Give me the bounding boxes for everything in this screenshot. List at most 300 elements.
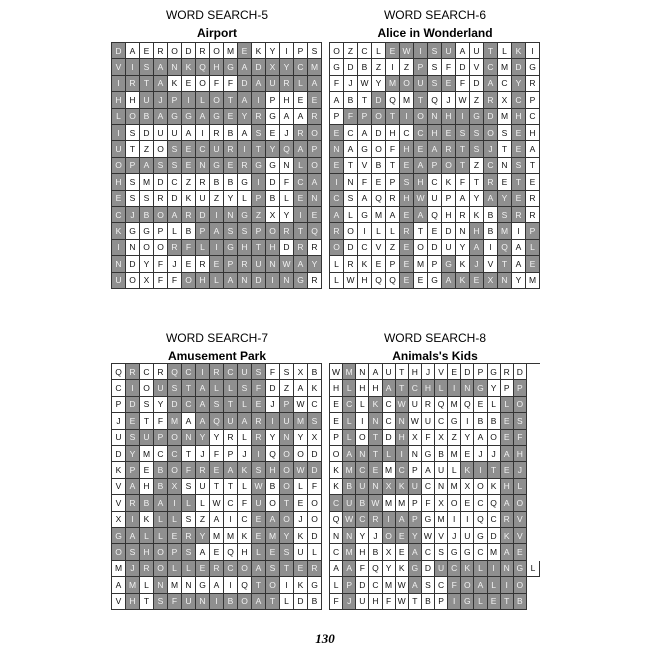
grid-letter: G — [514, 561, 527, 577]
grid-letter: P — [294, 43, 308, 59]
grid-letter: L — [501, 397, 514, 413]
grid-letter: R — [484, 92, 498, 108]
grid-letter: A — [126, 43, 140, 59]
grid-letter: F — [238, 495, 252, 511]
grid-letter: H — [414, 174, 428, 190]
grid-letter: A — [182, 125, 196, 141]
grid-letter: I — [526, 43, 540, 59]
grid-letter: L — [140, 528, 154, 544]
grid-letter: L — [448, 462, 461, 478]
grid-letter: E — [330, 413, 343, 429]
grid-letter: B — [154, 462, 168, 478]
grid-letter: X — [294, 364, 308, 380]
grid-letter: D — [308, 528, 322, 544]
grid-letter: P — [330, 109, 344, 125]
grid-letter: L — [182, 561, 196, 577]
grid-letter: C — [526, 109, 540, 125]
grid-letter: Z — [252, 207, 266, 223]
grid-letter: U — [409, 479, 422, 495]
grid-letter: A — [112, 577, 126, 593]
grid-letter: S — [210, 397, 224, 413]
grid-letter: N — [280, 430, 294, 446]
grid-letter: M — [498, 223, 512, 239]
grid-letter: K — [308, 380, 322, 396]
grid-letter: N — [330, 141, 344, 157]
grid-letter: T — [369, 430, 382, 446]
grid-letter: O — [461, 577, 474, 593]
grid-letter: D — [344, 240, 358, 256]
grid-letter: D — [168, 397, 182, 413]
grid-letter: M — [400, 92, 414, 108]
grid-letter: A — [140, 158, 154, 174]
grid-letter: R — [154, 43, 168, 59]
grid-letter: G — [168, 109, 182, 125]
grid-letter: O — [280, 512, 294, 528]
grid-letter: I — [126, 380, 140, 396]
grid-letter: S — [428, 59, 442, 75]
grid-letter: U — [154, 125, 168, 141]
grid-letter: O — [126, 273, 140, 289]
grid-letter: J — [126, 561, 140, 577]
grid-letter: Y — [456, 240, 470, 256]
grid-letter: E — [442, 76, 456, 92]
grid-letter: F — [224, 76, 238, 92]
grid-letter: J — [168, 256, 182, 272]
grid-letter: J — [442, 92, 456, 108]
grid-letter: Q — [461, 397, 474, 413]
grid-letter: E — [294, 191, 308, 207]
grid-letter: L — [140, 577, 154, 593]
grid-letter: U — [280, 413, 294, 429]
grid-letter: I — [400, 109, 414, 125]
grid-letter: L — [196, 92, 210, 108]
grid-letter: K — [112, 223, 126, 239]
grid-letter: V — [514, 512, 527, 528]
grid-letter: M — [386, 76, 400, 92]
grid-letter: C — [356, 462, 369, 478]
grid-letter: D — [514, 364, 527, 380]
grid-letter: G — [330, 59, 344, 75]
grid-letter: G — [448, 413, 461, 429]
grid-letter: O — [308, 512, 322, 528]
grid-letter: D — [140, 125, 154, 141]
grid-letter: S — [252, 462, 266, 478]
grid-letter: U — [112, 430, 126, 446]
grid-letter: E — [238, 43, 252, 59]
grid-letter: S — [140, 191, 154, 207]
grid-letter: D — [266, 380, 280, 396]
grid-letter: E — [224, 109, 238, 125]
grid-letter: S — [238, 380, 252, 396]
grid-letter: Q — [196, 59, 210, 75]
grid-letter: D — [484, 109, 498, 125]
grid-letter: O — [308, 495, 322, 511]
grid-letter: C — [168, 174, 182, 190]
grid-letter: P — [409, 495, 422, 511]
grid-letter: E — [488, 594, 501, 610]
grid-letter: U — [461, 528, 474, 544]
grid-letter: A — [126, 528, 140, 544]
grid-letter: H — [369, 594, 382, 610]
grid-letter: L — [383, 446, 396, 462]
grid-letter: H — [501, 479, 514, 495]
grid-letter: L — [168, 512, 182, 528]
grid-letter: Q — [488, 495, 501, 511]
grid-letter: I — [512, 223, 526, 239]
grid-letter: A — [456, 191, 470, 207]
grid-letter: I — [112, 76, 126, 92]
grid-letter: J — [470, 256, 484, 272]
grid-letter: U — [428, 191, 442, 207]
grid-letter: K — [442, 174, 456, 190]
grid-letter: A — [442, 273, 456, 289]
grid-letter: S — [126, 191, 140, 207]
grid-letter: H — [266, 240, 280, 256]
grid-letter: I — [210, 207, 224, 223]
grid-letter: E — [461, 446, 474, 462]
grid-letter: G — [448, 544, 461, 560]
grid-letter: A — [224, 273, 238, 289]
grid-letter: R — [344, 256, 358, 272]
grid-letter: K — [488, 479, 501, 495]
grid-letter: S — [344, 191, 358, 207]
grid-letter: H — [512, 109, 526, 125]
grid-letter: L — [238, 430, 252, 446]
grid-letter: C — [224, 561, 238, 577]
grid-letter: C — [196, 141, 210, 157]
grid-letter: M — [224, 528, 238, 544]
grid-letter: Y — [238, 109, 252, 125]
grid-letter: S — [126, 544, 140, 560]
grid-letter: A — [308, 76, 322, 92]
grid-letter: R — [126, 495, 140, 511]
grid-letter: M — [396, 495, 409, 511]
grid-letter: J — [369, 528, 382, 544]
grid-letter: F — [386, 141, 400, 157]
grid-letter: T — [266, 594, 280, 610]
grid-letter: P — [428, 158, 442, 174]
grid-letter: G — [224, 59, 238, 75]
grid-letter: E — [266, 125, 280, 141]
grid-letter: L — [372, 223, 386, 239]
grid-letter: L — [474, 561, 487, 577]
grid-letter: I — [280, 43, 294, 59]
grid-letter: K — [238, 462, 252, 478]
grid-letter: E — [224, 158, 238, 174]
grid-letter: O — [266, 223, 280, 239]
grid-letter: L — [488, 577, 501, 593]
grid-letter: L — [182, 495, 196, 511]
grid-letter: K — [456, 256, 470, 272]
grid-letter: R — [484, 174, 498, 190]
grid-letter: R — [210, 561, 224, 577]
grid-letter: C — [422, 479, 435, 495]
grid-letter: O — [414, 109, 428, 125]
grid-letter: A — [294, 256, 308, 272]
grid-letter: N — [238, 273, 252, 289]
grid-letter: M — [343, 544, 356, 560]
grid-letter: Y — [498, 191, 512, 207]
grid-letter: R — [501, 364, 514, 380]
grid-letter: A — [238, 125, 252, 141]
grid-letter: H — [210, 59, 224, 75]
grid-letter: A — [330, 207, 344, 223]
grid-letter: U — [422, 413, 435, 429]
grid-letter: S — [140, 59, 154, 75]
grid-letter: P — [168, 92, 182, 108]
grid-letter: K — [501, 528, 514, 544]
grid-letter: Y — [266, 141, 280, 157]
grid-letter: M — [210, 528, 224, 544]
grid-letter: P — [526, 92, 540, 108]
grid-letter: G — [358, 141, 372, 157]
grid-letter: Y — [126, 446, 140, 462]
grid-letter: C — [356, 512, 369, 528]
grid-letter: U — [196, 479, 210, 495]
grid-letter: Z — [386, 240, 400, 256]
grid-letter: Y — [140, 256, 154, 272]
grid-letter: N — [126, 240, 140, 256]
grid-letter: S — [238, 223, 252, 239]
grid-letter: E — [308, 207, 322, 223]
grid-letter: A — [252, 76, 266, 92]
grid-letter: S — [422, 577, 435, 593]
grid-letter: I — [396, 446, 409, 462]
grid-letter: X — [435, 430, 448, 446]
grid-letter: L — [343, 380, 356, 396]
grid-letter: G — [428, 273, 442, 289]
grid-letter: H — [140, 544, 154, 560]
grid-letter: W — [294, 397, 308, 413]
grid-letter: F — [456, 174, 470, 190]
grid-letter: E — [442, 125, 456, 141]
grid-letter: Z — [372, 59, 386, 75]
grid-letter: R — [280, 76, 294, 92]
grid-letter: H — [409, 364, 422, 380]
puzzle-title: WORD SEARCH-6 — [383, 8, 486, 22]
grid-letter: A — [238, 59, 252, 75]
grid-letter: E — [501, 430, 514, 446]
grid-letter: Y — [470, 191, 484, 207]
grid-letter: W — [422, 528, 435, 544]
grid-letter: U — [383, 364, 396, 380]
grid-letter: B — [140, 495, 154, 511]
grid-letter: G — [252, 158, 266, 174]
grid-letter: K — [168, 76, 182, 92]
grid-letter: E — [182, 158, 196, 174]
grid-letter: L — [308, 544, 322, 560]
grid-letter: J — [266, 397, 280, 413]
grid-letter: D — [182, 43, 196, 59]
grid-letter: T — [210, 479, 224, 495]
grid-letter: M — [168, 413, 182, 429]
grid-letter: A — [294, 380, 308, 396]
grid-letter: U — [182, 594, 196, 610]
grid-letter: N — [356, 364, 369, 380]
grid-letter: N — [196, 594, 210, 610]
grid-letter: U — [252, 256, 266, 272]
grid-letter: U — [435, 462, 448, 478]
grid-letter: M — [448, 397, 461, 413]
grid-letter: B — [308, 364, 322, 380]
grid-letter: N — [280, 158, 294, 174]
grid-letter: P — [252, 191, 266, 207]
grid-letter: Z — [182, 174, 196, 190]
grid-letter: W — [396, 594, 409, 610]
grid-letter: P — [501, 380, 514, 396]
grid-letter: L — [168, 561, 182, 577]
grid-letter: K — [461, 462, 474, 478]
grid-letter: A — [414, 207, 428, 223]
grid-letter: S — [428, 43, 442, 59]
grid-letter: R — [442, 141, 456, 157]
grid-letter: Y — [154, 397, 168, 413]
grid-letter: O — [514, 495, 527, 511]
grid-letter: U — [356, 594, 369, 610]
grid-letter: M — [498, 59, 512, 75]
grid-letter: F — [168, 594, 182, 610]
grid-letter: T — [252, 141, 266, 157]
grid-letter: A — [196, 544, 210, 560]
grid-letter: O — [330, 43, 344, 59]
grid-letter: P — [428, 256, 442, 272]
grid-letter: Z — [448, 430, 461, 446]
grid-letter: T — [280, 495, 294, 511]
grid-letter: U — [112, 141, 126, 157]
grid-letter: I — [266, 273, 280, 289]
grid-letter: K — [294, 528, 308, 544]
grid-letter: N — [182, 430, 196, 446]
grid-letter: D — [280, 240, 294, 256]
grid-letter: R — [224, 430, 238, 446]
grid-letter: C — [400, 125, 414, 141]
grid-letter: V — [484, 256, 498, 272]
grid-letter: Q — [168, 364, 182, 380]
grid-letter: S — [126, 174, 140, 190]
grid-letter: T — [224, 479, 238, 495]
grid-letter: I — [224, 577, 238, 593]
grid-letter: L — [343, 430, 356, 446]
grid-letter: A — [396, 512, 409, 528]
grid-letter: P — [224, 256, 238, 272]
grid-letter: O — [514, 577, 527, 593]
grid-letter: Q — [435, 397, 448, 413]
grid-letter: O — [182, 273, 196, 289]
grid-letter: L — [474, 594, 487, 610]
grid-letter: B — [358, 59, 372, 75]
grid-letter: T — [140, 594, 154, 610]
grid-letter: O — [210, 43, 224, 59]
grid-letter: O — [168, 430, 182, 446]
grid-letter: N — [396, 413, 409, 429]
grid-letter: U — [252, 495, 266, 511]
grid-letter: P — [409, 512, 422, 528]
grid-letter: A — [266, 512, 280, 528]
grid-letter: D — [126, 256, 140, 272]
grid-letter: L — [330, 273, 344, 289]
grid-letter: O — [414, 240, 428, 256]
grid-letter: G — [461, 544, 474, 560]
grid-letter: I — [358, 223, 372, 239]
grid-letter: Y — [280, 528, 294, 544]
grid-letter: H — [369, 380, 382, 396]
grid-letter: F — [358, 174, 372, 190]
grid-letter: R — [526, 191, 540, 207]
grid-letter: A — [252, 594, 266, 610]
grid-letter: O — [383, 528, 396, 544]
puzzle-title: WORD SEARCH-8 — [383, 331, 486, 345]
grid-letter: A — [501, 544, 514, 560]
grid-letter: T — [414, 223, 428, 239]
grid-letter: R — [369, 512, 382, 528]
grid-letter: P — [474, 364, 487, 380]
grid-letter: N — [461, 380, 474, 396]
grid-letter: M — [372, 207, 386, 223]
grid-letter: E — [294, 92, 308, 108]
grid-letter: G — [488, 364, 501, 380]
grid-letter: C — [428, 174, 442, 190]
grid-letter: P — [514, 380, 527, 396]
grid-letter: E — [414, 273, 428, 289]
grid-letter: T — [498, 141, 512, 157]
grid-letter: I — [488, 561, 501, 577]
grid-letter: C — [140, 364, 154, 380]
grid-letter: R — [252, 430, 266, 446]
grid-letter: M — [112, 561, 126, 577]
grid-letter: Q — [330, 512, 343, 528]
grid-letter: H — [196, 273, 210, 289]
puzzle-theme: Airport — [197, 26, 237, 40]
grid-letter: E — [512, 125, 526, 141]
grid-letter: W — [343, 512, 356, 528]
grid-letter: W — [396, 397, 409, 413]
grid-letter: T — [386, 158, 400, 174]
grid-letter: S — [224, 223, 238, 239]
grid-letter: Y — [196, 430, 210, 446]
grid-letter: K — [294, 577, 308, 593]
grid-letter: Y — [308, 256, 322, 272]
grid-letter: R — [308, 240, 322, 256]
grid-letter: Q — [372, 273, 386, 289]
grid-letter: A — [386, 207, 400, 223]
grid-letter: P — [386, 174, 400, 190]
grid-letter: B — [224, 174, 238, 190]
grid-letter: I — [224, 512, 238, 528]
grid-letter: L — [210, 273, 224, 289]
grid-letter: S — [498, 207, 512, 223]
grid-letter: K — [461, 561, 474, 577]
grid-letter: I — [501, 577, 514, 593]
grid-letter: L — [386, 223, 400, 239]
grid-letter: J — [238, 446, 252, 462]
grid-letter: E — [448, 364, 461, 380]
grid-letter: N — [266, 256, 280, 272]
grid-letter: H — [442, 109, 456, 125]
grid-letter: E — [266, 544, 280, 560]
grid-letter: V — [470, 59, 484, 75]
grid-letter: G — [358, 207, 372, 223]
grid-letter: X — [266, 207, 280, 223]
grid-letter: L — [168, 223, 182, 239]
grid-letter: M — [224, 43, 238, 59]
grid-letter: G — [461, 594, 474, 610]
grid-letter: B — [344, 92, 358, 108]
grid-letter: R — [252, 109, 266, 125]
grid-letter: E — [168, 528, 182, 544]
grid-letter: B — [488, 413, 501, 429]
grid-letter: M — [343, 462, 356, 478]
grid-letter: T — [224, 397, 238, 413]
